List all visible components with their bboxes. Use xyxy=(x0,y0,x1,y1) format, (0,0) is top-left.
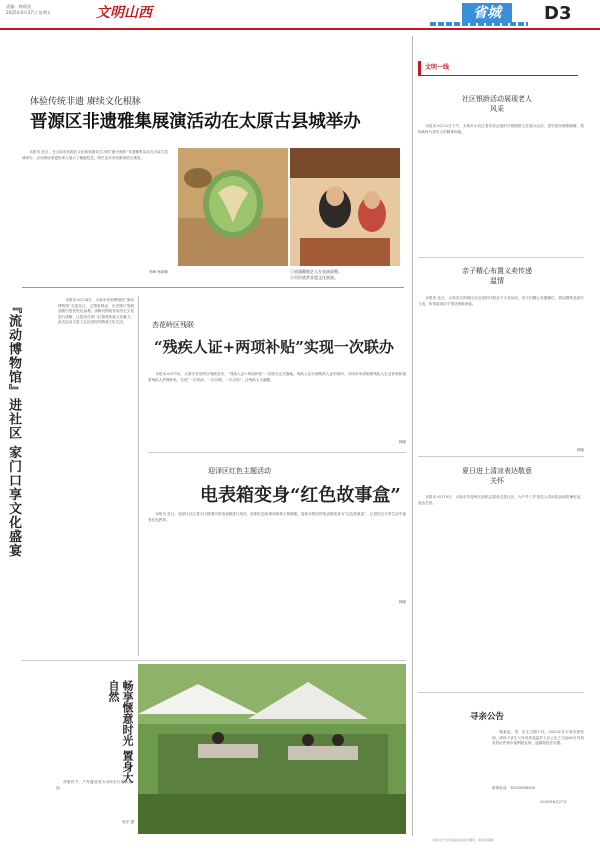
notice-title: 寻亲公告 xyxy=(470,712,505,722)
article2-rule xyxy=(148,452,406,453)
feature-caption: 仲夏时节，户外露营成为市民出行的新选择。 xyxy=(56,780,132,790)
notice-phone: 联系电话：18535608590 xyxy=(492,786,536,790)
notice-body: 桐某某，男，出生日期不详，2022年在太原市被发现，请孩子亲生父母或其他监护人自公告之日起60日内持有效证件到市福利院认领，逾期将依法安置。 xyxy=(492,730,584,746)
lead-byline: 李峰 杨润娜 xyxy=(148,270,168,274)
sidebar-label: 文明一线 xyxy=(418,61,456,75)
page-number: D3 xyxy=(544,3,572,24)
sidebar-label-rule xyxy=(418,75,578,76)
lead-photo-2 xyxy=(290,148,400,266)
feature-title: 畅享惬意时光 置身大自然 xyxy=(107,680,134,783)
story3-title: 夏日进上清凉表达敬意关怀 xyxy=(462,467,532,485)
vertical-headline: 『流动博物馆』进社区 家门口享文化盛宴 xyxy=(6,300,21,558)
story2-title: 亲子精心布置义卖传递温情 xyxy=(462,267,532,285)
feature-byline: 张洋 摄 xyxy=(122,820,134,824)
paper-name: 文明山西 xyxy=(96,5,152,21)
date-line: 2025年6月27日 星期五 xyxy=(6,10,52,15)
lead-caption-1: ①果蔬雕刻艺人在表演面塑。 xyxy=(290,269,342,274)
story3-body: 本报讯 6月19日，太原市杏花岭区组织志愿者走进社区，为户外工作者送上清凉饮品和防暑用品，表达关爱。 xyxy=(418,495,584,505)
lead-photo-1 xyxy=(178,148,288,266)
article3-body: 本报讯 近日，迎泽区社区将小区楼道内的电表箱进行美化，绘制红色故事和革命人物图案，将原本陈旧的电表箱变身为“红色故事盒”，让居民在日常生活中接受红色教育。 xyxy=(148,512,406,522)
article2-byline: 韩娜 xyxy=(398,440,406,444)
article3-rule xyxy=(22,660,406,661)
article2-kicker: 杏花岭区残联 xyxy=(152,321,194,329)
story3-rule xyxy=(418,692,584,693)
left-article-body: 本报讯 6月24日，太原市晋祠博物馆“流动博物馆”走进社区，文物复制品、历史图片等展品吸引居民驻足参观。讲解员围绕晋祠历史文化进行讲解，让居民在家门口感受传统文化魅力。此次活动丰富了社区居民的精神文化生活。 xyxy=(58,298,134,325)
story1-title: 社区银龄活动展现老人风采 xyxy=(462,95,532,113)
article3-title: 电表箱变身“红色故事盒” xyxy=(200,485,401,506)
lead-body: 本报讯 近日，在太原市晋源区文化和旅游局主办的“薪火相传”非遗雅集活动在太原古县城举办，活动现场非遗传承人展示了精湛技艺，吸引众多市民游客驻足观赏。 xyxy=(22,150,168,160)
story1-body: 本报讯 6月22日下午，太原市小店区老年协会组织开展银龄文艺展示活动，老年居民载歌载舞，展现新时代老年人的精神风貌。 xyxy=(418,124,584,134)
story2-rule xyxy=(418,456,584,457)
left-col-rule xyxy=(138,296,139,656)
article3-byline: 韩娜 xyxy=(398,600,406,604)
article2-body: 本报讯 6月中旬，太原市杏花岭区残联宣布，“残疾人证+两项补贴”一次联办正式落地。残疾人在办理残疾人证的同时，可同步申请困难残疾人生活补贴和重度残疾人护理补贴，实现“一次申请、一次办理、一次办结”，让残疾人少跑腿。 xyxy=(148,372,406,382)
section-label: 省城 xyxy=(462,3,512,23)
editor-line: 责编：韩欣欣 xyxy=(6,4,32,9)
lead-title: 晋源区非遗雅集展演活动在太原古县城举办 xyxy=(30,111,361,132)
lead-bottom-rule xyxy=(22,287,404,288)
story2-byline: 韩娜 xyxy=(576,448,584,452)
feature-photo xyxy=(138,664,406,834)
lead-kicker: 体验传统非遗 赓续文化根脉 xyxy=(30,97,141,107)
story2-body: 本报讯 近日，太原市万柏林区社区组织开展亲子义卖活动，孩子们精心布置摊位，将闲置物品进行义卖，所得款项用于帮扶困难家庭。 xyxy=(418,296,584,306)
notice-date: 2025年6月27日 xyxy=(540,800,567,804)
lead-caption-2: ②市民欣赏非遗文化展演。 xyxy=(290,275,338,280)
sidebar-rule xyxy=(412,36,413,836)
article2-title: “残疾人证+两项补贴”实现一次联办 xyxy=(154,338,394,356)
masthead-rule xyxy=(0,28,600,30)
footer-note: （本报对于读者来稿有权进行删改，请读者谅解） xyxy=(430,838,497,842)
story1-rule xyxy=(418,257,584,258)
article3-kicker: 迎泽区红色主题活动 xyxy=(208,467,271,475)
